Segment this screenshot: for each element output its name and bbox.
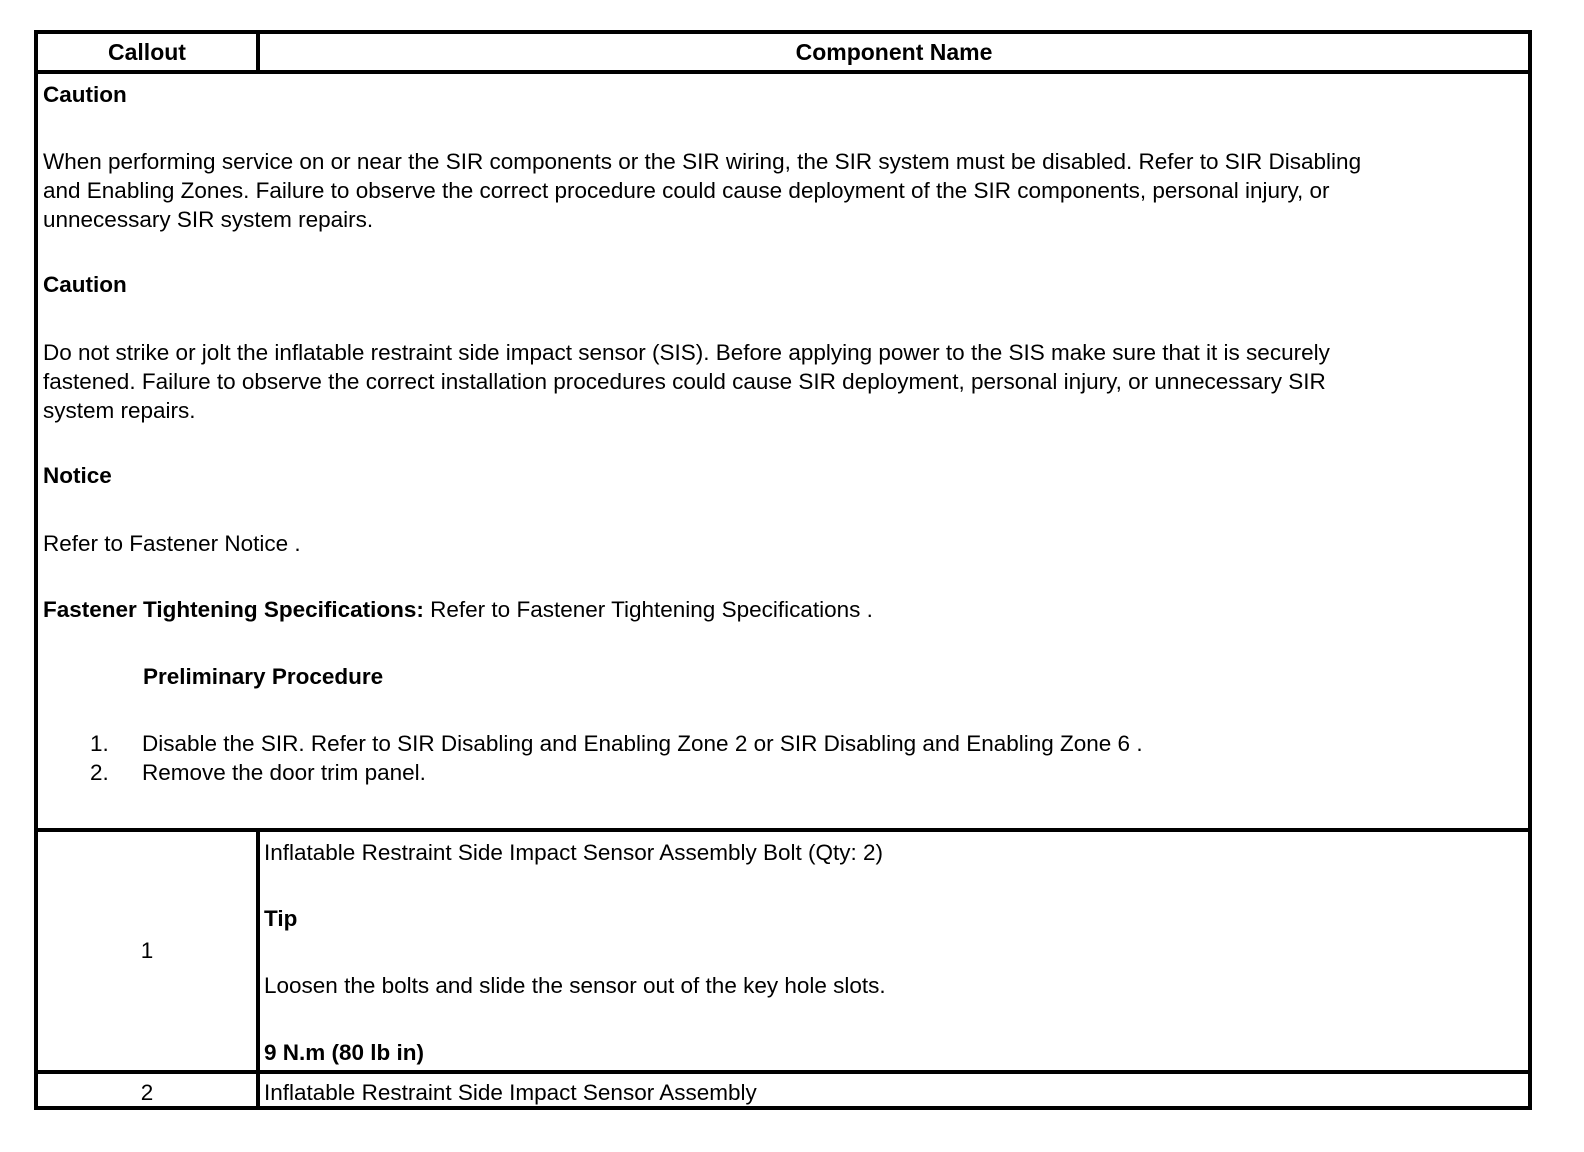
caution-1-line-1: When performing service on or near the SIR components or the SIR wiring, the SIR system must be disabled. Refer to SIR Disabling xyxy=(43,149,1362,174)
table-header xyxy=(38,34,1528,74)
callout-number: 1 xyxy=(140,938,154,963)
notice-text: Refer to Fastener Notice . xyxy=(43,531,301,556)
fastener-spec-text: Refer to Fastener Tightening Specifications . xyxy=(423,597,873,622)
tip-text: Loosen the bolts and slide the sensor out of the key hole slots. xyxy=(264,973,886,998)
component-name: Inflatable Restraint Side Impact Sensor Assembly Bolt (Qty: 2) xyxy=(264,840,884,865)
intro-section xyxy=(38,74,1528,832)
component-table xyxy=(34,30,1532,1110)
caution-1-line-2: and Enabling Zones. Failure to observe the correct procedure could cause deployment of the SIR components, personal injury, or xyxy=(43,178,1330,203)
notice-title: Notice xyxy=(43,463,112,488)
tip-title: Tip xyxy=(264,906,298,931)
caution-2-line-3: system repairs. xyxy=(43,398,196,423)
column-divider xyxy=(256,832,260,1070)
step-number: 1. xyxy=(90,731,109,756)
fastener-spec xyxy=(43,595,1508,624)
caution-1-title: Caution xyxy=(43,82,127,107)
column-divider xyxy=(256,1074,260,1110)
header-component-name: Component Name xyxy=(795,38,993,65)
caution-2-line-2: fastened. Failure to observe the correct installation procedures could cause SIR deployment, personal injury, or unnecessary SIR xyxy=(43,369,1326,394)
caution-2-line-1: Do not strike or jolt the inflatable restraint side impact sensor (SIS). Before applying power to the SIS make sure that it is securely xyxy=(43,340,1330,365)
step-text: Remove the door trim panel. xyxy=(142,760,426,785)
torque-spec: 9 N.m (80 lb in) xyxy=(264,1040,425,1065)
callout-number: 2 xyxy=(140,1080,154,1105)
component-name: Inflatable Restraint Side Impact Sensor Assembly xyxy=(264,1080,757,1105)
caution-2-title: Caution xyxy=(43,272,127,297)
caution-1-line-3: unnecessary SIR system repairs. xyxy=(43,207,374,232)
preliminary-procedure-title: Preliminary Procedure xyxy=(143,664,384,689)
header-callout: Callout xyxy=(108,38,186,65)
step-number: 2. xyxy=(90,760,109,785)
table-row xyxy=(38,1074,1528,1110)
step-text: Disable the SIR. Refer to SIR Disabling and Enabling Zone 2 or SIR Disabling and Enabling Zone 6 . xyxy=(142,731,1143,756)
table-row xyxy=(38,832,1528,1074)
fastener-spec-label: Fastener Tightening Specifications: xyxy=(43,597,424,622)
